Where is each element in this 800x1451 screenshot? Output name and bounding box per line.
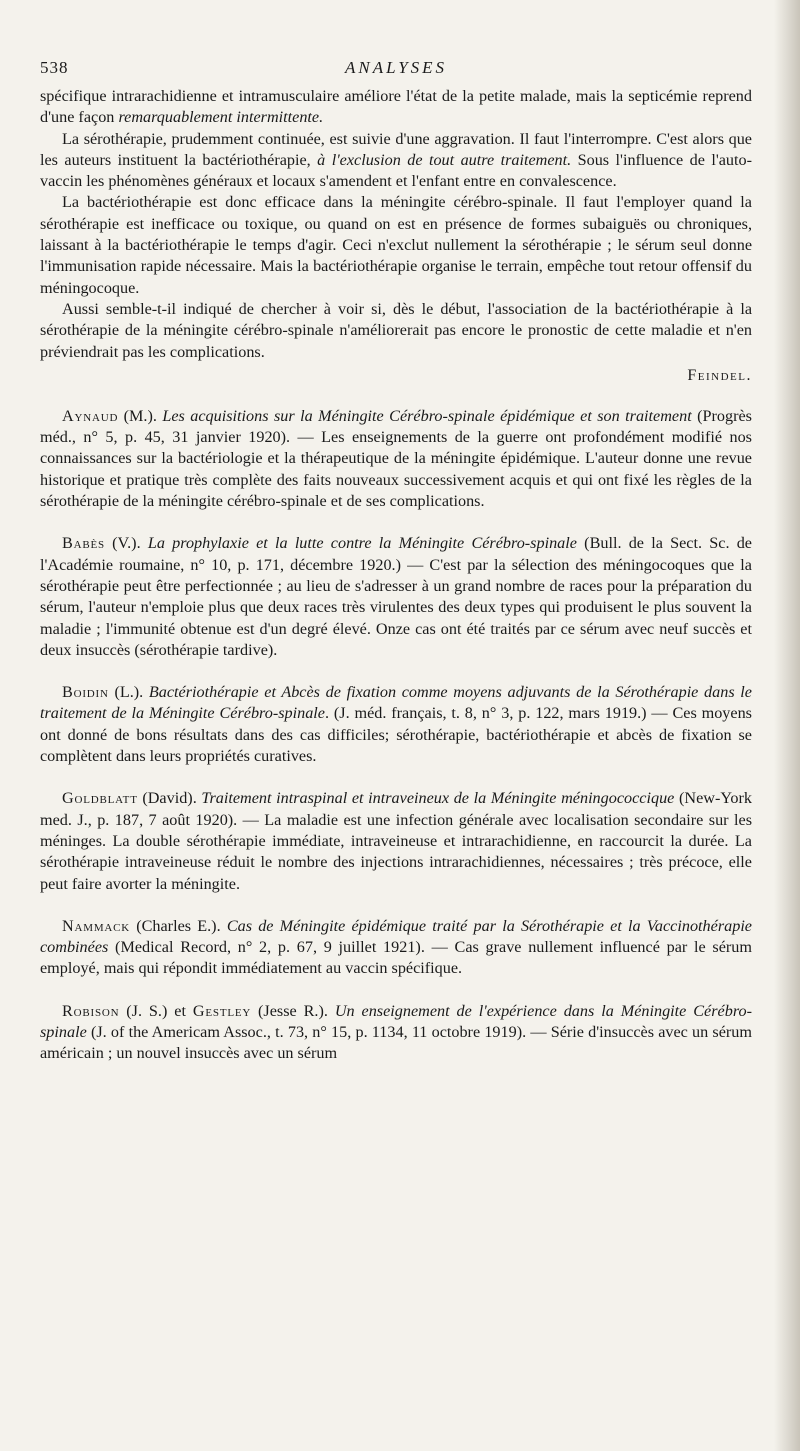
reviewer-signature: Feindel. [687, 366, 752, 384]
entry-initial: (M.). [118, 406, 163, 425]
entry-author: Babès [62, 534, 105, 553]
entry-initial: (V.). [104, 534, 148, 553]
entry-author: Aynaud [62, 406, 119, 425]
entry-author: Boidin [62, 683, 109, 702]
review-italic: à l'exclusion de tout autre traitement. [317, 150, 572, 169]
review-italic: remarquablement intermittente. [118, 108, 324, 127]
entry-body: (New-York med. J., p. 187, 7 août 1920). — La maladie est une infection générale avec localisation secondaire sur les méninges. La double sérothérapie immédiate, intraveineuse et intrarachidienne, en raccourcit la durée. La sérothérapie intraveineuse réduit le nombre des injections intrarachidiennes, nécessaires ; très précoce, elle peut faire avorter la méningite. [40, 789, 753, 893]
entry-title: La prophylaxie et la lutte contre la Méningite Cérébro-spinale [147, 534, 577, 553]
entry-body: (J. of the Americam Assoc., t. 73, n° 15, p. 1134, 11 octobre 1919). — Série d'insuccès avec un sérum américain ; un nouvel insuccès avec un sérum [40, 1022, 752, 1063]
entry-body: (Progrès méd., n° 5, p. 45, 31 janvier 1920). — Les enseignements de la guerre ont profondément modifié nos connaissances sur la bactériologie et la thérapeutique de la méningite épidémique. L'auteur donne une revue historique et pratique très complète des faits nouveaux successivement acquis et qui ont fixé les règles de la sérothérapie de la méningite cérébro-spinale et de ses complications. [40, 406, 752, 511]
bibliography-entry-boidin [40, 682, 752, 767]
entry-author: Gestley [192, 1001, 252, 1020]
entry-initial: (J. S.) et [119, 1001, 193, 1020]
bibliography-entry-robison [40, 1001, 752, 1065]
page-number: 538 [40, 58, 69, 77]
review-paragraph-2 [40, 129, 752, 193]
entry-title: Les acquisitions sur la Méningite Cérébro-spinale épidémique et son traitement [162, 406, 692, 425]
running-title: ANALYSES [344, 58, 448, 77]
bibliography-entry-nammack [40, 916, 752, 980]
review-text: Sous l'influence de l'auto-vaccin les phénomènes généraux et locaux s'amendent et l'enfant entre en convalescence. [40, 150, 753, 191]
bibliography-entry-aynaud [40, 406, 752, 512]
entry-author: Nammack [62, 916, 131, 935]
bibliography-entry-goldblatt [40, 788, 752, 894]
review-paragraph-3: La bactériothérapie est donc efficace dans la méningite cérébro-spinale. Il faut l'employer quand la sérothérapie est inefficace ou toxique, ou quand on est en présence de formes subaiguës ou chroniques, laissant à la bactériothérapie le temps d'agir. Ceci n'exclut nullement la sérothérapie ; le sérum seul donne l'immunisation rapide nécessaire. Mais la bactériothérapie organise le terrain, empêche tout retour offensif du méningocoque. [40, 193, 752, 297]
review-paragraph-1 [40, 86, 752, 129]
entry-body: (Bull. de la Sect. Sc. de l'Académie roumaine, n° 10, p. 171, décembre 1920.) — C'est par la sélection des méningocoques que la sérothérapie peut être perfectionnée ; au lieu de s'adresser à un grand nombre de races pour la préparation du sérum, l'auteur n'emploie plus que deux races très virulentes des deux types qui produisent le plus souvent la maladie ; l'immunité obtenue est d'un degré élevé. Onze cas ont été traités par ce sérum avec neuf succès et deux insuccès (sérothérapie tardive). [40, 534, 752, 659]
entry-title: Cas de Méningite épidémique traité par la Sérothérapie et la Vaccinothérapie combinées [40, 916, 752, 957]
entry-initial: (David). [137, 789, 202, 808]
page [40, 58, 752, 1065]
page-gutter-shadow [774, 0, 800, 1451]
page-header [40, 58, 752, 86]
entry-initial: (L.). [108, 683, 149, 702]
entry-initial: (Jesse R.). [251, 1001, 335, 1020]
entry-initial: (Charles E.). [130, 916, 227, 935]
bibliography-entry-babes [40, 533, 752, 661]
entry-body: . (J. méd. français, t. 8, n° 3, p. 122, mars 1919.) — Ces moyens ont donné de bons résultats dans des cas difficiles; sérothérapie, bactériothérapie et abcès de fixation se complètent dans leurs propriétés curatives. [40, 704, 752, 766]
review-text: spécifique intrarachidienne et intramusculaire améliore l'état de la petite malade, mais la septicémie reprend d'une façon [40, 87, 752, 127]
entry-title: Traitement intraspinal et intraveineux de la Méningite méningococcique [201, 789, 675, 808]
review-paragraph-4: Aussi semble-t-il indiqué de chercher à voir si, dès le début, l'association de la bactériothérapie à la sérothérapie de la méningite cérébro-spinale n'améliorerait pas encore le pronostic de cette maladie et n'en préviendrait pas les complications. [40, 299, 752, 361]
entry-body: (Medical Record, n° 2, p. 67, 9 juillet 1921). — Cas grave nullement influencé par le sérum employé, mais qui répondit immédiatement au vaccin spécifique. [40, 938, 752, 978]
entry-title: Un enseignement de l'expérience dans la Méningite Cérébro-spinale [40, 1001, 752, 1041]
review-text: La sérothérapie, prudemment continuée, est suivie d'une aggravation. Il faut l'interrompre. C'est alors que les auteurs instituent la bactériothérapie, [40, 129, 752, 169]
entry-author: Goldblatt [62, 789, 138, 808]
entry-title: Bactériothérapie et Abcès de fixation comme moyens adjuvants de la Sérothérapie dans le traitement de la Méningite Cérébro-spinale [40, 683, 752, 723]
entry-author: Robison [62, 1001, 120, 1020]
